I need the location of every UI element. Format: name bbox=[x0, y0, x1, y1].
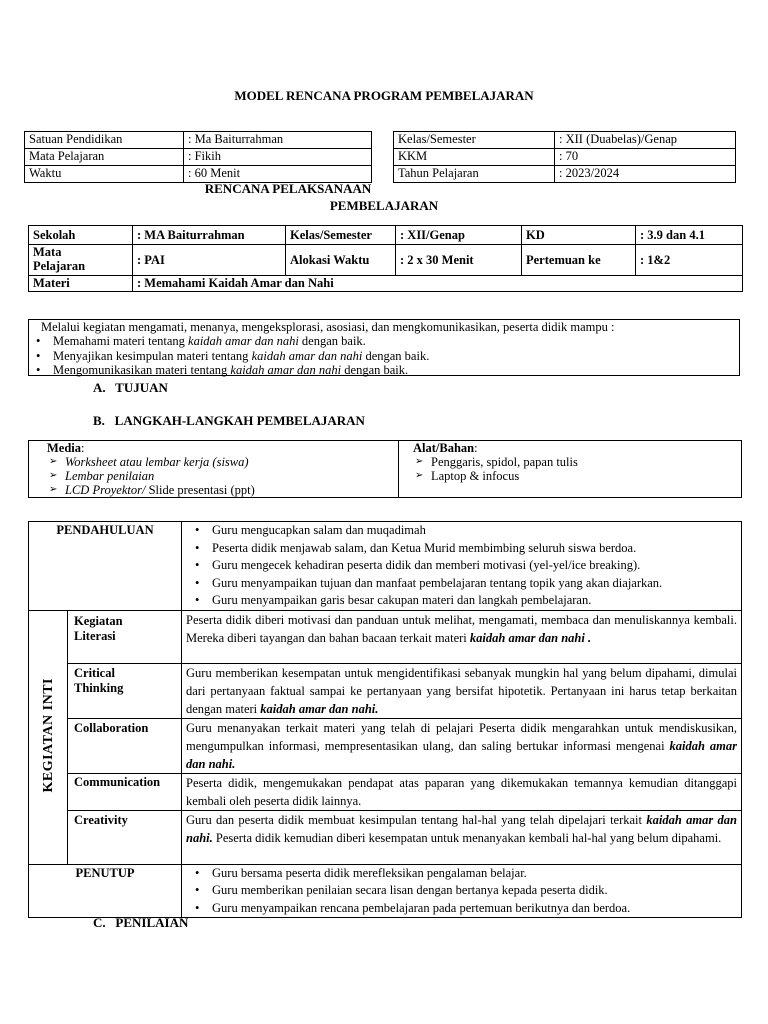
info-value: : Fikih bbox=[184, 149, 372, 166]
penutup-item: • Guru menyampaikan rencana pembelajaran pada pertemuan berikutnya dan berdoa. bbox=[188, 900, 737, 918]
media-heading: Media: bbox=[47, 441, 85, 455]
id-label: Pertemuan ke bbox=[522, 245, 636, 276]
alat-heading: Alat/Bahan: bbox=[413, 441, 478, 455]
pendahuluan-item: • Guru mengucapkan salam dan muqadimah bbox=[188, 522, 737, 540]
pendahuluan-item: • Guru menyampaikan tujuan dan manfaat pembelajaran tentang topik yang akan diajarkan. bbox=[188, 575, 737, 593]
id-label: Kelas/Semester bbox=[286, 226, 396, 245]
pendahuluan-list bbox=[188, 522, 737, 610]
info-label: Mata Pelajaran bbox=[25, 149, 184, 166]
alat-list bbox=[413, 455, 737, 483]
tujuan-box bbox=[28, 319, 740, 376]
section-a-heading: A. TUJUAN bbox=[93, 380, 168, 395]
inti-activity-text: Guru dan peserta didik membuat kesimpulan tentang hal-hal yang telah dipelajari terkait kaidah amar dan nahi. Peserta didik kemudian diberi kesempatan untuk menanyakan kembali hal-hal yang belum dipahami. bbox=[182, 810, 742, 864]
inti-activity-label: Creativity bbox=[68, 810, 182, 864]
identity-table bbox=[28, 225, 743, 292]
inti-activity-text: Peserta didik diberi motivasi dan panduan untuk melihat, mengamati, membaca dan menuliskannya kembali. Mereka diberi tayangan dan bahan bacaan terkait materi kaidah amar dan nahi . bbox=[182, 610, 742, 663]
tujuan-intro: Melalui kegiatan mengamati, menanya, mengeksplorasi, asosiasi, dan mengkomunikasikan, peserta didik mampu : bbox=[41, 320, 615, 334]
info-label: Kelas/Semester bbox=[394, 132, 555, 149]
info-label: KKM bbox=[394, 149, 555, 166]
media-item: ➢ LCD Proyektor/ Slide presentasi (ppt) bbox=[47, 483, 394, 497]
inti-activity-label: Collaboration bbox=[68, 718, 182, 773]
penutup-label: PENUTUP bbox=[29, 864, 182, 918]
section-c-heading: C. PENILAIAN bbox=[93, 915, 189, 930]
info-table-left bbox=[24, 131, 372, 183]
info-label: Waktu bbox=[25, 166, 184, 183]
id-value: : PAI bbox=[133, 245, 286, 276]
id-value: : XII/Genap bbox=[396, 226, 522, 245]
info-label: Tahun Pelajaran bbox=[394, 166, 555, 183]
pendahuluan-content bbox=[182, 522, 742, 611]
info-value: : Ma Baiturrahman bbox=[184, 132, 372, 149]
id-label-line: Mata bbox=[33, 245, 62, 259]
info-value: : XII (Duabelas)/Genap bbox=[555, 132, 736, 149]
alat-cell bbox=[399, 441, 742, 498]
inti-activity-text: Guru menanyakan terkait materi yang telah di pelajari Peserta didik mengarahkan untuk mendiskusikan, mengumpulkan informasi, mempresentasikan ulang, dan saling bertukar informasi mengenai kaidah amar dan nahi. bbox=[182, 718, 742, 773]
info-value: : 70 bbox=[555, 149, 736, 166]
inti-activity-label: Critical Thinking bbox=[68, 663, 182, 718]
tujuan-item: • Menyajikan kesimpulan materi tentang kaidah amar dan nahi dengan baik. bbox=[29, 349, 739, 364]
tujuan-item: • Mengomunikasikan materi tentang kaidah amar dan nahi dengan baik. bbox=[29, 363, 739, 378]
id-value: : 3.9 dan 4.1 bbox=[636, 226, 743, 245]
id-label: Materi bbox=[29, 276, 133, 292]
penutup-content bbox=[182, 864, 742, 918]
media-table bbox=[28, 440, 742, 498]
id-label bbox=[29, 245, 133, 276]
id-label: Alokasi Waktu bbox=[286, 245, 396, 276]
info-label: Satuan Pendidikan bbox=[25, 132, 184, 149]
rpp-title-line-1: RENCANA PELAKSANAAN bbox=[204, 181, 372, 196]
media-item: ➢ Lembar penilaian bbox=[47, 469, 394, 483]
inti-activity-label: Communication bbox=[68, 773, 182, 810]
document-title: MODEL RENCANA PROGRAM PEMBELAJARAN bbox=[234, 88, 534, 103]
pendahuluan-item: • Peserta didik menjawab salam, dan Ketua Murid membimbing seluruh siswa berdoa. bbox=[188, 540, 737, 558]
pendahuluan-item: • Guru menyampaikan garis besar cakupan materi dan langkah pembelajaran. bbox=[188, 592, 737, 610]
pendahuluan-item: • Guru mengecek kehadiran peserta didik dan memberi motivasi (yel-yel/ice breaking). bbox=[188, 557, 737, 575]
media-list bbox=[47, 455, 394, 497]
rpp-title-line-2: PEMBELAJARAN bbox=[329, 198, 439, 213]
pendahuluan-label: PENDAHULUAN bbox=[29, 522, 182, 611]
id-label: Sekolah bbox=[29, 226, 133, 245]
inti-activity-label: Kegiatan Literasi bbox=[68, 610, 182, 663]
id-label: KD bbox=[522, 226, 636, 245]
alat-item: ➢ Laptop & infocus bbox=[413, 469, 737, 483]
alat-item: ➢ Penggaris, spidol, papan tulis bbox=[413, 455, 737, 469]
info-value: : 60 Menit bbox=[184, 166, 372, 183]
media-cell bbox=[29, 441, 399, 498]
tujuan-item: • Memahami materi tentang kaidah amar dan nahi dengan baik. bbox=[29, 334, 739, 349]
media-item: ➢ Worksheet atau lembar kerja (siswa) bbox=[47, 455, 394, 469]
id-value: : Memahami Kaidah Amar dan Nahi bbox=[133, 276, 743, 292]
tujuan-list bbox=[29, 334, 739, 378]
info-value: : 2023/2024 bbox=[555, 166, 736, 183]
id-value: : 2 x 30 Menit bbox=[396, 245, 522, 276]
info-table-right bbox=[393, 131, 736, 183]
penutup-item: • Guru bersama peserta didik merefleksikan pengalaman belajar. bbox=[188, 865, 737, 883]
id-value: : 1&2 bbox=[636, 245, 743, 276]
penutup-list bbox=[188, 865, 737, 918]
steps-table bbox=[28, 521, 742, 918]
id-value: : MA Baiturrahman bbox=[133, 226, 286, 245]
inti-activity-text: Peserta didik, mengemukakan pendapat atas paparan yang dikemukakan temannya kemudian ditanggapi kembali oleh peserta didik lainnya. bbox=[182, 773, 742, 810]
section-b-heading: B. LANGKAH-LANGKAH PEMBELAJARAN bbox=[93, 413, 365, 428]
kegiatan-inti-label: KEGIATAN INTI bbox=[40, 677, 56, 793]
kegiatan-inti-label-cell bbox=[29, 610, 68, 864]
id-label-line: Pelajaran bbox=[33, 259, 86, 273]
penutup-item: • Guru memberikan penilaian secara lisan dengan bertanya kepada peserta didik. bbox=[188, 882, 737, 900]
inti-activity-text: Guru memberikan kesempatan untuk mengidentifikasi sebanyak mungkin hal yang belum dipahami, dimulai dari pertanyaan faktual sampai ke pertanyaan yang bersifat hipotetik. Pertanyaan ini harus tetap berkaitan dengan materi kaidah amar dan nahi. bbox=[182, 663, 742, 718]
